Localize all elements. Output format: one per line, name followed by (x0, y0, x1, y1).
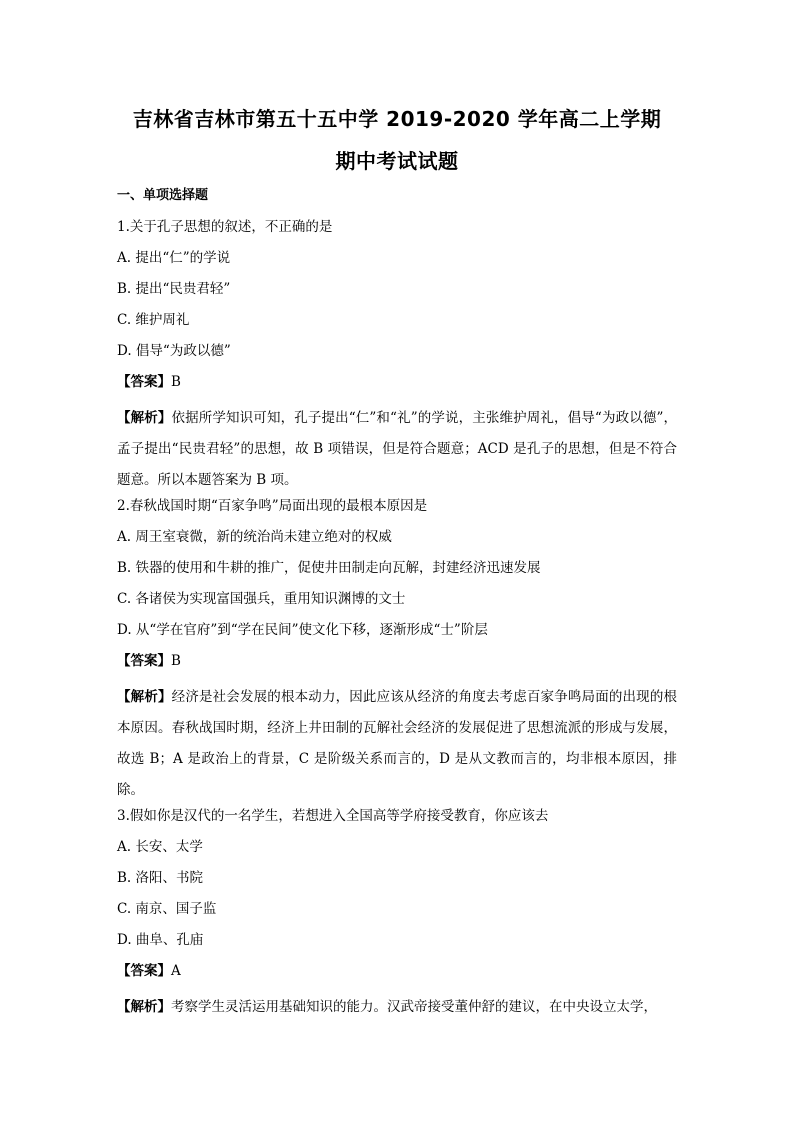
option-a: A. 周王室衰微，新的统治尚未建立绝对的权威 (117, 529, 392, 545)
question-stem: 3.假如你是汉代的一名学生，若想进入全国高等学府接受教育，你应该去 (117, 808, 549, 824)
option-b: B. 洛阳、书院 (117, 870, 204, 886)
question-3 (117, 806, 677, 1028)
analysis-label: 【解析】 (117, 689, 172, 705)
question-1 (117, 217, 677, 496)
option-c: C. 维护周礼 (117, 312, 190, 328)
option-b: B. 铁器的使用和牛耕的推广，促使井田制走向瓦解，封建经济迅速发展 (117, 560, 541, 576)
option-d: D. 从“学在官府”到“学在民间”使文化下移，逐渐形成“士”阶层 (117, 622, 488, 638)
option-c: C. 各诸侯为实现富国强兵，重用知识渊博的文士 (117, 591, 406, 607)
analysis-block (117, 992, 677, 1028)
option-b: B. 提出“民贵君轻” (117, 281, 231, 297)
analysis-text (117, 682, 677, 806)
question-stem: 1.关于孔子思想的叙述，不正确的是 (117, 219, 333, 235)
analysis-text (117, 992, 677, 1023)
analysis-body: 考察学生灵活运用基础知识的能力。汉武帝接受董仲舒的建议，在中央设立太学， (171, 999, 657, 1015)
answer-value: B (171, 374, 181, 390)
option-a: A. 提出“仁”的学说 (117, 250, 231, 266)
document-title-line1: 吉林省吉林市第五十五中学 2019-2020 学年高二上学期 (132, 107, 662, 131)
analysis-body: 依据所学知识可知，孔子提出“仁”和“礼”的学说，主张维护周礼，倡导“为政以德”，孟子提出“民贵君轻”的思想，故 B 项错误，但是符合题意；ACD 是孔子的思想，但是不符合题意。所以本题答案为 B 项。 (117, 410, 677, 488)
answer-line (117, 651, 677, 682)
section-heading: 一、单项选择题 (117, 188, 209, 203)
answer-value: A (171, 963, 181, 979)
option-d: D. 倡导“为政以德” (117, 343, 231, 359)
answer-label: 【答案】 (117, 653, 171, 669)
question-2 (117, 496, 677, 806)
document-title-line2: 期中考试试题 (335, 149, 459, 173)
answer-label: 【答案】 (117, 374, 171, 390)
answer-label: 【答案】 (117, 963, 171, 979)
question-stem: 2.春秋战国时期“百家争鸣”局面出现的最根本原因是 (117, 498, 428, 514)
option-a: A. 长安、太学 (117, 839, 203, 855)
answer-line (117, 961, 677, 992)
analysis-block (117, 682, 677, 806)
analysis-block (117, 403, 677, 496)
analysis-text (117, 403, 677, 496)
option-c: C. 南京、国子监 (117, 901, 217, 917)
option-d: D. 曲阜、孔庙 (117, 932, 204, 948)
answer-line (117, 372, 677, 403)
analysis-body: 经济是社会发展的根本动力，因此应该从经济的角度去考虑百家争鸣局面的出现的根本原因。春秋战国时期，经济上井田制的瓦解社会经济的发展促进了思想流派的形成与发展，故选 B；A 是政治上的背景，C 是阶级关系而言的，D 是从文教而言的，均非根本原因，排除。 (117, 689, 678, 798)
analysis-label: 【解析】 (117, 410, 172, 426)
question-list (117, 217, 677, 1028)
analysis-label: 【解析】 (117, 999, 171, 1015)
answer-value: B (171, 653, 181, 669)
